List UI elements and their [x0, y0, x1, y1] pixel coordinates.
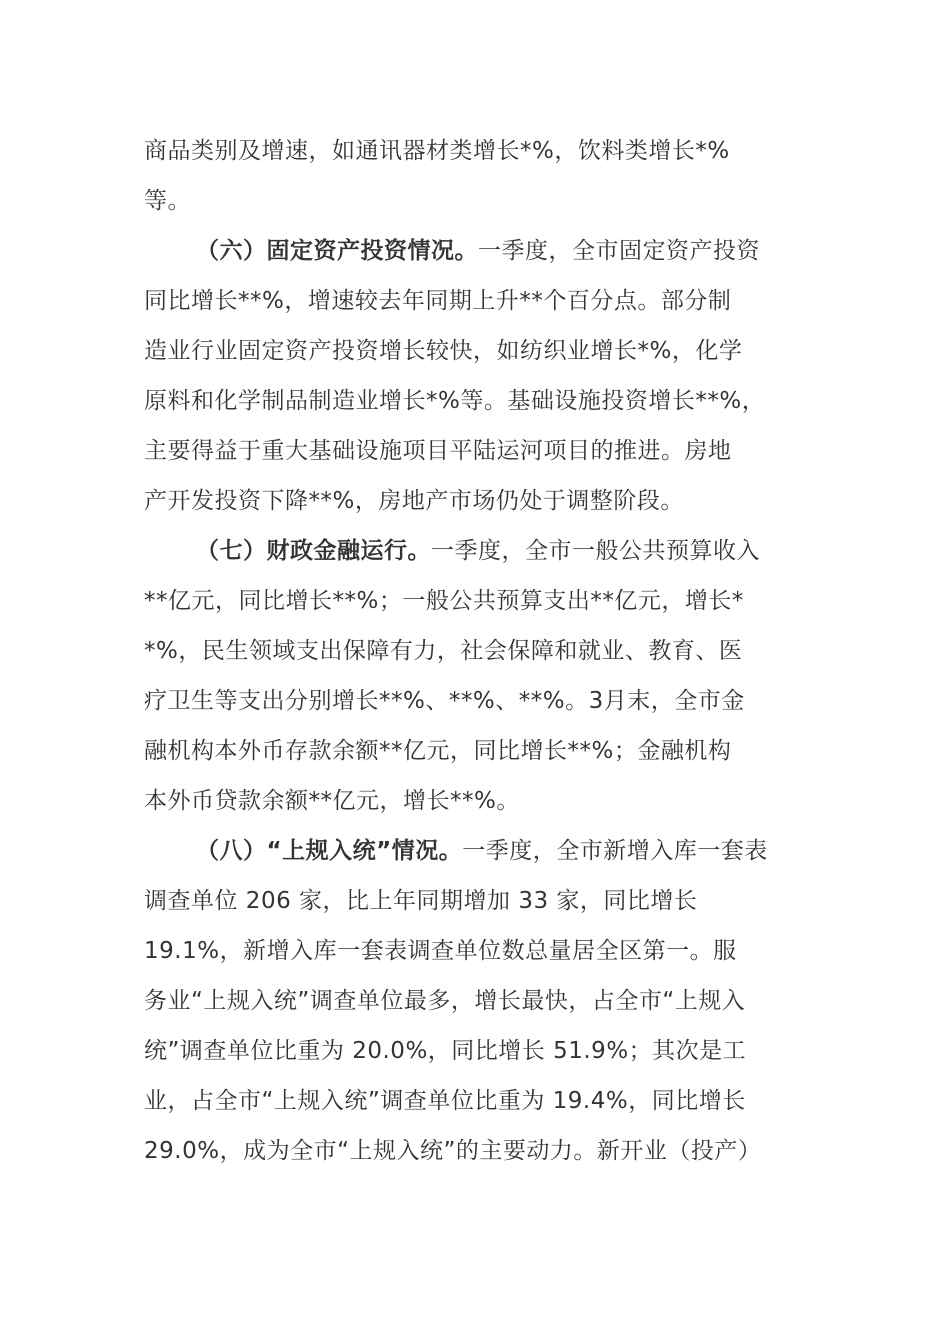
- text-line: [144, 1126, 808, 1176]
- line-text: 一季度，全市一般公共预算收入: [431, 538, 760, 564]
- text-line: [144, 676, 808, 726]
- line-text: **亿元，同比增长**%；一般公共预算支出**亿元，增长*: [144, 588, 744, 614]
- text-line: [144, 726, 808, 776]
- document-body: [144, 126, 808, 1176]
- text-line: [144, 1076, 808, 1126]
- text-line: [144, 176, 808, 226]
- line-text: 融机构本外币存款余额**亿元，同比增长**%；金融机构: [144, 738, 732, 764]
- line-text: 统”调查单位比重为 20.0%，同比增长 51.9%；其次是工: [144, 1038, 747, 1064]
- section-heading-line: [144, 526, 808, 576]
- text-line: [144, 276, 808, 326]
- text-line: [144, 376, 808, 426]
- text-line: [144, 976, 808, 1026]
- text-line: [144, 426, 808, 476]
- text-line: [144, 326, 808, 376]
- line-text: 原料和化学制品制造业增长*%等。基础设施投资增长**%，: [144, 388, 766, 414]
- line-text: 一季度，全市固定资产投资: [478, 238, 760, 264]
- line-text: 疗卫生等支出分别增长**%、**%、**%。3月末，全市金: [144, 688, 745, 714]
- text-line: [144, 126, 808, 176]
- line-text: *%，民生领域支出保障有力，社会保障和就业、教育、医: [144, 638, 743, 664]
- line-text: 本外币贷款余额**亿元，增长**%。: [144, 788, 520, 814]
- text-line: [144, 926, 808, 976]
- text-line: [144, 476, 808, 526]
- line-text: 主要得益于重大基础设施项目平陆运河项目的推进。房地: [144, 438, 732, 464]
- text-line: [144, 776, 808, 826]
- text-line: [144, 1026, 808, 1076]
- text-line: [144, 876, 808, 926]
- line-text: 一季度，全市新增入库一套表: [462, 838, 768, 864]
- line-text: 业，占全市“上规入统”调查单位比重为 19.4%，同比增长: [144, 1088, 746, 1114]
- text-line: [144, 576, 808, 626]
- text-line: [144, 626, 808, 676]
- line-text: 19.1%，新增入库一套表调查单位数总量居全区第一。服: [144, 938, 737, 964]
- line-text: 造业行业固定资产投资增长较快，如纺织业增长*%，化学: [144, 338, 743, 364]
- line-text: 调查单位 206 家，比上年同期增加 33 家，同比增长: [144, 888, 698, 914]
- section-heading-line: [144, 226, 808, 276]
- line-text: 产开发投资下降**%，房地产市场仍处于调整阶段。: [144, 488, 684, 514]
- section-heading: （七）财政金融运行。: [196, 538, 431, 564]
- section-heading: （八）“上规入统”情况。: [196, 838, 463, 864]
- line-text: 29.0%，成为全市“上规入统”的主要动力。新开业（投产）: [144, 1138, 762, 1164]
- line-text: 同比增长**%，增速较去年同期上升**个百分点。部分制: [144, 288, 732, 314]
- line-text: 等。: [144, 188, 191, 214]
- section-heading-line: [144, 826, 808, 876]
- line-text: 商品类别及增速，如通讯器材类增长*%，饮料类增长*%: [144, 138, 730, 164]
- section-heading: （六）固定资产投资情况。: [196, 238, 478, 264]
- line-text: 务业“上规入统”调查单位最多，增长最快，占全市“上规入: [144, 988, 746, 1014]
